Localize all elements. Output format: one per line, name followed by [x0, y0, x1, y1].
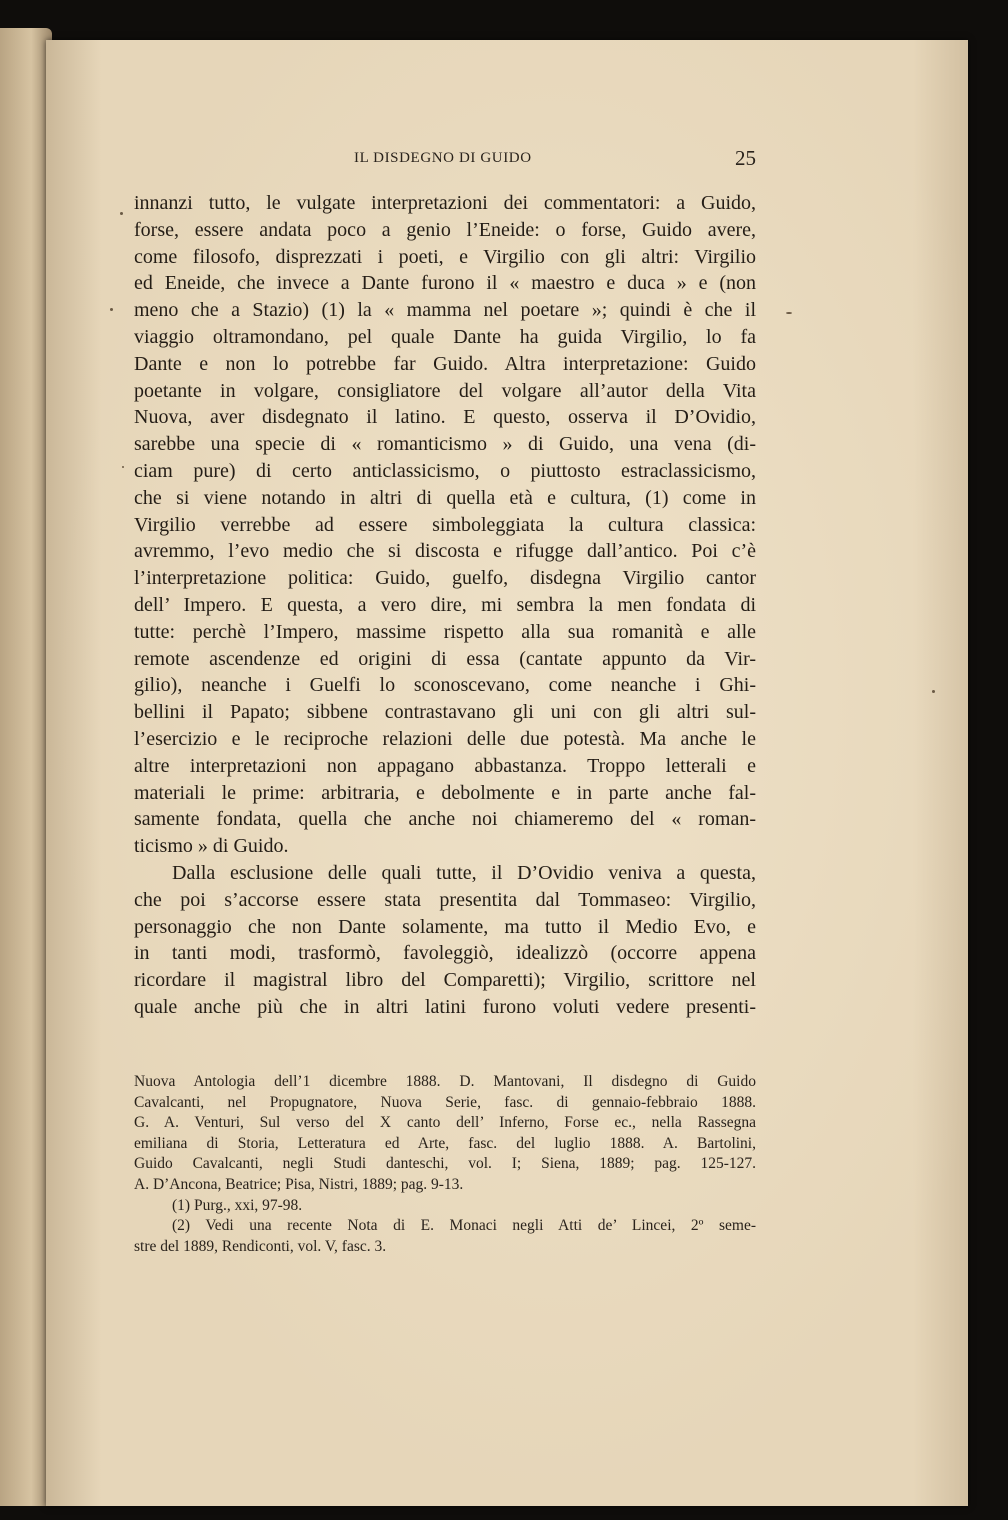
- text-line: bellini il Papato; sibbene contrastavano gli uni con gli altri sul-: [134, 701, 756, 724]
- text-line: viaggio oltramondano, pel quale Dante ha guida Virgilio, lo fa: [134, 325, 756, 348]
- text-line: che poi s’accorse essere stata presentita dal Tommaseo: Virgilio,: [134, 888, 756, 911]
- text-line: forse, essere andata poco a genio l’Eneide: o forse, Guido avere,: [134, 218, 756, 241]
- page-header: [134, 148, 756, 174]
- footnote-line: Guido Cavalcanti, negli Studi danteschi, vol. I; Siena, 1889; pag. 125-127.: [134, 1155, 756, 1173]
- text-line: sarebbe una specie di « romanticismo » di Guido, una vena (di-: [134, 433, 756, 456]
- paper-speck: [110, 308, 113, 311]
- text-line: meno che a Stazio) (1) la « mamma nel poetare »; quindi è che il: [134, 299, 756, 322]
- text-line: Dalla esclusione delle quali tutte, il D’Ovidio veniva a questa,: [172, 861, 756, 884]
- footnote-line: A. D’Ancona, Beatrice; Pisa, Nistri, 1889; pag. 9-13.: [134, 1175, 464, 1193]
- text-line: Virgilio verrebbe ad essere simboleggiata la cultura classica:: [134, 513, 756, 536]
- footnote-line: (2) Vedi una recente Nota di E. Monaci negli Atti de’ Lincei, 2º seme-: [172, 1217, 756, 1235]
- text-line: l’interpretazione politica: Guido, guelfo, disdegna Virgilio cantor: [134, 567, 756, 590]
- footnote-line: stre del 1889, Rendiconti, vol. V, fasc. 3.: [134, 1237, 387, 1255]
- footnote-line: (1) Purg., xxi, 97-98.: [172, 1196, 303, 1214]
- text-line: innanzi tutto, le vulgate interpretazioni dei commentatori: a Guido,: [134, 192, 756, 214]
- paper-speck: [120, 212, 123, 215]
- paper-speck: [122, 466, 124, 468]
- footnote-line: Cavalcanti, nel Propugnatore, Nuova Serie, fasc. di gennaio-febbraio 1888.: [134, 1093, 756, 1111]
- footnotes: [134, 1072, 756, 1257]
- text-line: poetante in volgare, consigliatore del volgare all’autor della Vita: [134, 379, 756, 402]
- running-head: IL DISDEGNO DI GUIDO: [354, 150, 532, 166]
- text-line: ticismo » di Guido.: [134, 835, 289, 858]
- text-line: che si viene notando in altri di quella età e cultura, (1) come in: [134, 486, 756, 509]
- text-line: l’esercizio e le reciproche relazioni delle due potestà. Ma anche le: [134, 727, 756, 750]
- text-line: samente fondata, quella che anche noi chiameremo del « roman-: [134, 808, 756, 831]
- text-line: materiali le prime: arbitraria, e debolmente e in parte anche fal-: [134, 781, 756, 804]
- text-line: dell’ Impero. E questa, a vero dire, mi sembra la men fondata di: [134, 593, 756, 616]
- footnote-line: G. A. Venturi, Sul verso del X canto dell’ Inferno, Forse ec., nella Rassegna: [134, 1114, 756, 1132]
- footnote-line: emiliana di Storia, Letteratura ed Arte, fasc. del luglio 1888. A. Bartolini,: [134, 1134, 756, 1152]
- text-line: avremmo, l’evo medio che si discosta e rifugge dall’antico. Poi c’è: [134, 540, 756, 563]
- footnote-line: Nuova Antologia dell’1 dicembre 1888. D. Mantovani, Il disdegno di Guido: [134, 1073, 756, 1090]
- paper-speck: [786, 312, 792, 314]
- body-text: [134, 190, 756, 1021]
- text-line: Nuova, aver disdegnato il latino. E questo, osserva il D’Ovidio,: [134, 406, 756, 429]
- page-number: 25: [735, 146, 756, 170]
- text-line: ricordare il magistral libro del Comparetti); Virgilio, scrittore nel: [134, 969, 756, 992]
- text-line: Dante e non lo potrebbe far Guido. Altra interpretazione: Guido: [134, 352, 756, 375]
- text-line: remote ascendenze ed origini di essa (cantate appunto da Vir-: [134, 647, 756, 670]
- text-line: ciam pure) di certo anticlassicismo, o piuttosto estraclassicismo,: [134, 459, 756, 482]
- previous-page-edge: [0, 28, 52, 1506]
- text-line: personaggio che non Dante solamente, ma tutto il Medio Evo, e: [134, 915, 756, 938]
- text-line: quale anche più che in altri latini furono voluti vedere presenti-: [134, 995, 756, 1018]
- text-line: in tanti modi, trasformò, favoleggiò, idealizzò (occorre appena: [134, 942, 756, 965]
- text-line: altre interpretazioni non appagano abbastanza. Troppo letterali e: [134, 754, 756, 777]
- text-line: tutte: perchè l’Impero, massime rispetto alla sua romanità e alle: [134, 620, 756, 643]
- paper-speck: [932, 690, 935, 693]
- text-line: ed Eneide, che invece a Dante furono il « maestro e duca » e (non: [134, 272, 756, 295]
- text-line: gilio), neanche i Guelfi lo sconoscevano, come neanche i Ghi-: [134, 674, 756, 697]
- text-line: come filosofo, disprezzati i poeti, e Virgilio con gli altri: Virgilio: [134, 245, 756, 268]
